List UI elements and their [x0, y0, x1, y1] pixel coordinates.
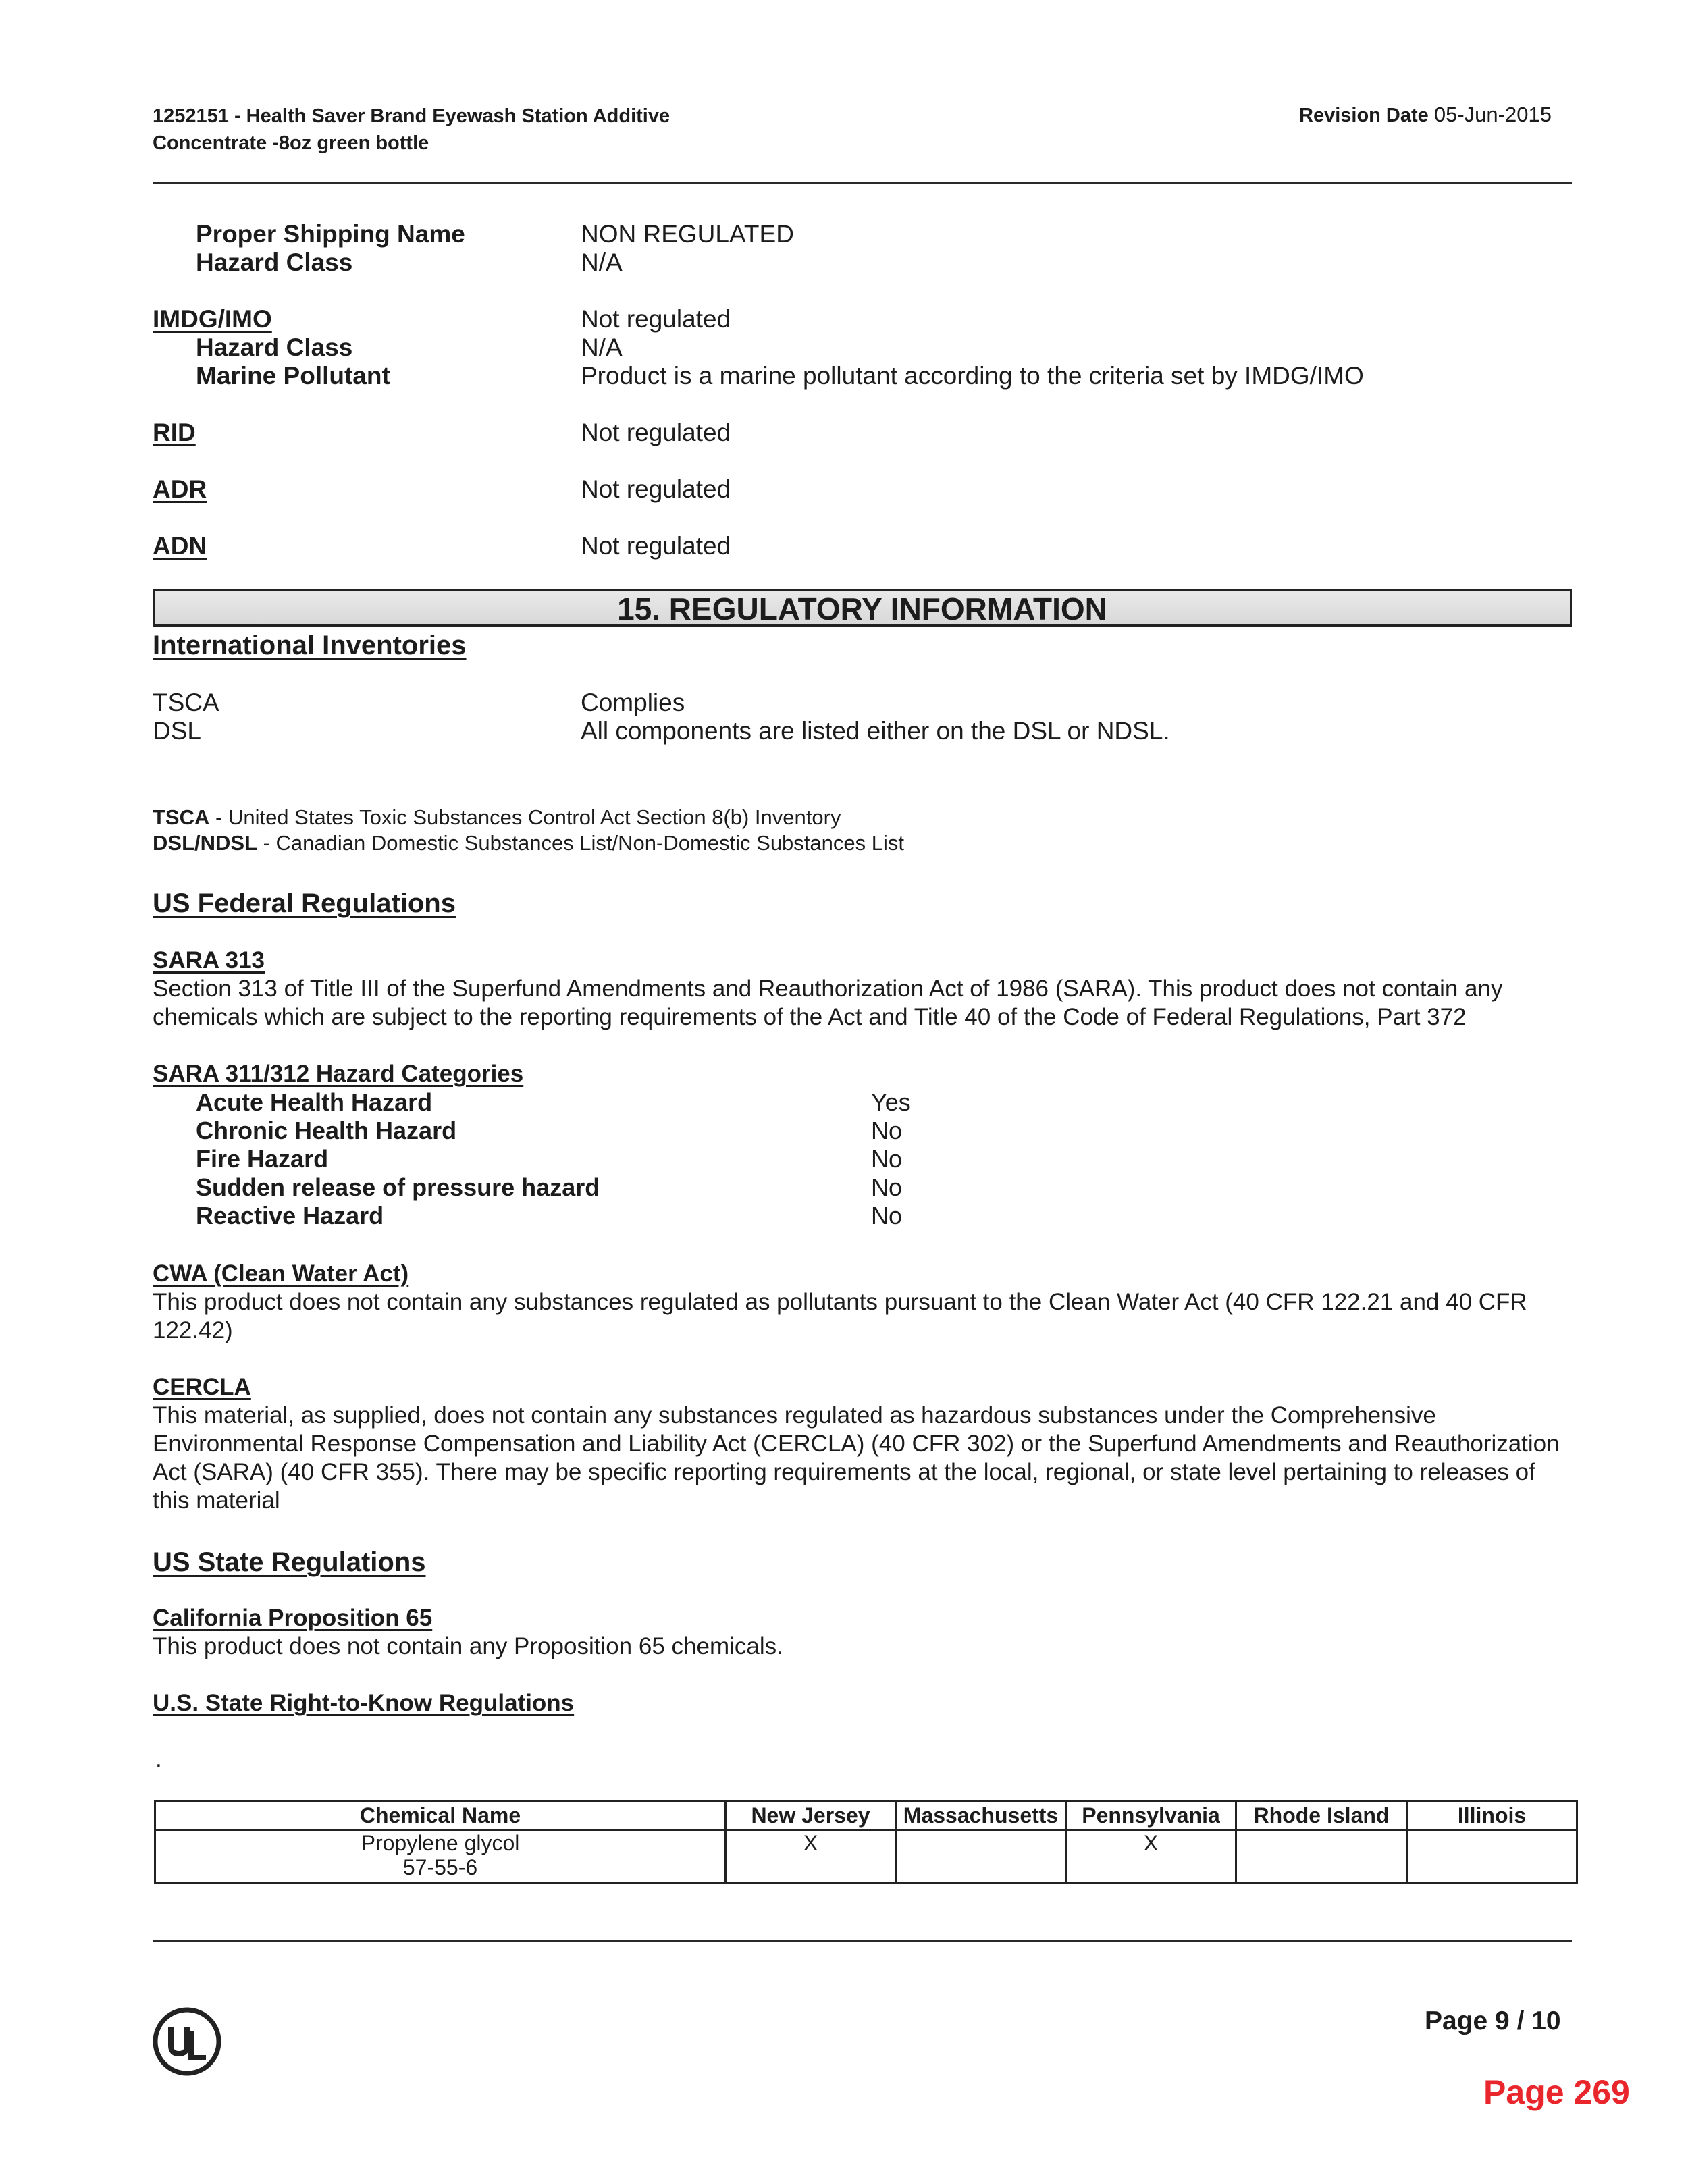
adn-value: Not regulated — [581, 532, 731, 560]
table-header-row — [155, 1801, 1577, 1830]
bullet-dot: . — [155, 1746, 162, 1772]
table-row — [155, 1830, 1577, 1884]
abbreviation-tsca-term: TSCA — [153, 805, 210, 829]
california-prop-65-text: This product does not contain any Proposition 65 chemicals. — [153, 1633, 783, 1659]
abbreviation-tsca-definition: - United States Toxic Substances Control Act Section 8(b) Inventory — [209, 805, 841, 829]
header-rule — [153, 182, 1572, 184]
international-inventories-heading: International Inventories — [153, 631, 467, 660]
document-title-line1: 1252151 - Health Saver Brand Eyewash Station Additive — [153, 105, 670, 127]
hazard-class-label: Hazard Class — [196, 248, 353, 276]
dsl-label: DSL — [153, 717, 201, 745]
us-federal-regulations-heading: US Federal Regulations — [153, 888, 456, 918]
hazard-reactive-label: Reactive Hazard — [196, 1202, 384, 1229]
column-header-chemical-name: Chemical Name — [155, 1801, 726, 1830]
us-state-regulations-heading: US State Regulations — [153, 1547, 426, 1577]
chemical-name: Propylene glycol — [361, 1831, 520, 1855]
cell-rhode-island — [1236, 1830, 1407, 1884]
cercla-text: This material, as supplied, does not contain any substances regulated as hazardous substances under the Comprehensive Environmental Response Compensation and Liability Act (CERCLA) (40 CFR 302) or the Superfund Amendments and Reauthorization Act (SARA) (40 CFR 355). There may be specific reporting requirements at the local, regional, or state level pertaining to releases of this material — [153, 1402, 1560, 1514]
page-number: Page 9 / 10 — [1425, 2006, 1561, 2035]
sara-313-heading: SARA 313 — [153, 947, 265, 974]
marine-pollutant-label: Marine Pollutant — [196, 362, 390, 390]
section-15-title: 15. REGULATORY INFORMATION — [617, 591, 1107, 627]
proper-shipping-name-label: Proper Shipping Name — [196, 220, 465, 248]
chemical-cas-number: 57-55-6 — [402, 1855, 478, 1880]
adr-value: Not regulated — [581, 475, 731, 503]
abbreviation-tsca — [153, 805, 841, 830]
column-header-pennsylvania: Pennsylvania — [1066, 1801, 1236, 1830]
cercla-heading: CERCLA — [153, 1374, 251, 1400]
abbreviation-dsl-definition: - Canadian Domestic Substances List/Non-Domestic Substances List — [257, 831, 904, 855]
revision-date-value: 05-Jun-2015 — [1433, 103, 1552, 126]
document-title-line2: Concentrate -8oz green bottle — [153, 132, 429, 154]
right-to-know-table — [154, 1800, 1578, 1884]
imdg-hazard-class-label: Hazard Class — [196, 334, 353, 361]
hazard-chronic-label: Chronic Health Hazard — [196, 1117, 457, 1144]
sara-313-text: Section 313 of Title III of the Superfund Amendments and Reauthorization Act of 1986 (SARA). This product does not contain any chemicals which are subject to the reporting requirements of the Act and Title 40 of the Code of Federal Regulations, Part 372 — [153, 976, 1503, 1030]
hazard-pressure-label: Sudden release of pressure hazard — [196, 1173, 600, 1201]
cwa-text: This product does not contain any substances regulated as pollutants pursuant to the Clean Water Act (40 CFR 122.21 and 40 CFR 122.42) — [153, 1289, 1527, 1343]
hazard-reactive-value: No — [871, 1202, 903, 1229]
imdg-value: Not regulated — [581, 305, 731, 333]
cell-pennsylvania: X — [1066, 1830, 1236, 1884]
dsl-value: All components are listed either on the DSL or NDSL. — [581, 717, 1170, 745]
page-stamp: Page 269 — [1483, 2073, 1630, 2111]
column-header-new-jersey: New Jersey — [726, 1801, 896, 1830]
hazard-fire-label: Fire Hazard — [196, 1145, 329, 1173]
tsca-value: Complies — [581, 689, 685, 716]
sara-311-312-heading: SARA 311/312 Hazard Categories — [153, 1061, 524, 1087]
section-15-header — [153, 589, 1572, 627]
imdg-label: IMDG/IMO — [153, 305, 272, 333]
hazard-acute-label: Acute Health Hazard — [196, 1088, 433, 1116]
column-header-illinois: Illinois — [1407, 1801, 1577, 1830]
revision-label: Revision Date — [1299, 105, 1429, 126]
cell-chemical-name — [155, 1830, 726, 1884]
proper-shipping-name-value: NON REGULATED — [581, 220, 794, 248]
rid-value: Not regulated — [581, 419, 731, 446]
revision-date — [1299, 101, 1552, 129]
column-header-massachusetts: Massachusetts — [896, 1801, 1066, 1830]
imdg-hazard-class-value: N/A — [581, 334, 623, 361]
abbreviation-dsl-term: DSL/NDSL — [153, 831, 257, 855]
tsca-label: TSCA — [153, 689, 219, 716]
hazard-fire-value: No — [871, 1145, 903, 1173]
column-header-rhode-island: Rhode Island — [1236, 1801, 1407, 1830]
hazard-class-value: N/A — [581, 248, 623, 276]
cell-new-jersey: X — [726, 1830, 896, 1884]
abbreviation-dsl-ndsl — [153, 830, 904, 856]
adn-label: ADN — [153, 532, 207, 560]
ul-logo-icon — [152, 2006, 222, 2077]
hazard-acute-value: Yes — [871, 1088, 911, 1116]
cell-massachusetts — [896, 1830, 1066, 1884]
hazard-pressure-value: No — [871, 1173, 903, 1201]
california-prop-65-heading: California Proposition 65 — [153, 1605, 433, 1631]
cwa-heading: CWA (Clean Water Act) — [153, 1260, 409, 1287]
rid-label: RID — [153, 419, 196, 446]
right-to-know-heading: U.S. State Right-to-Know Regulations — [153, 1690, 575, 1716]
footer-rule — [153, 1940, 1572, 1942]
cell-illinois — [1407, 1830, 1577, 1884]
hazard-chronic-value: No — [871, 1117, 903, 1144]
marine-pollutant-value: Product is a marine pollutant according to the criteria set by IMDG/IMO — [581, 362, 1364, 390]
adr-label: ADR — [153, 475, 207, 503]
